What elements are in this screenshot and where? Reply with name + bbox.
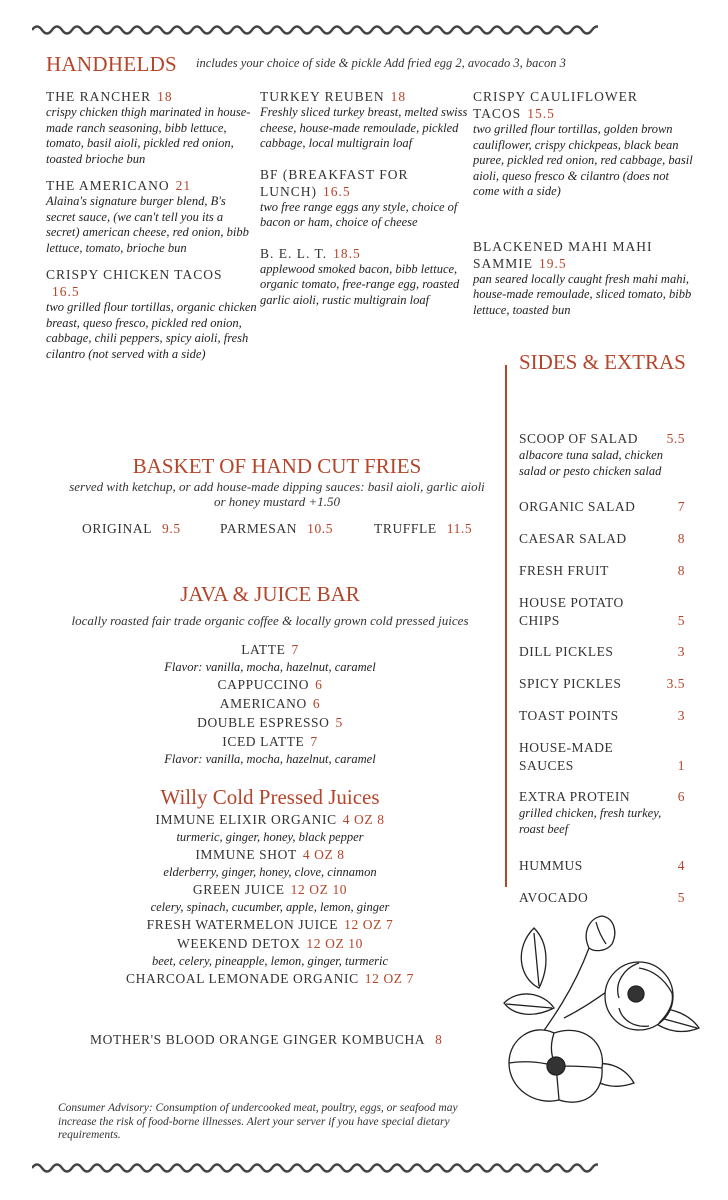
menu-item xyxy=(46,177,258,256)
side-price: 5 xyxy=(677,890,685,905)
side-name: SPICY PICKLES xyxy=(519,676,622,691)
side-description: grilled chicken, fresh turkey, roast beef xyxy=(519,806,662,836)
java-item xyxy=(56,675,484,694)
side-name: HOUSE-MADE SAUCES xyxy=(519,740,614,773)
juice-item xyxy=(56,969,484,988)
item-name: BLACKENED MAHI MAHI SAMMIE xyxy=(473,238,653,271)
java-item-flavor: Flavor: vanilla, mocha, hazelnut, caramel xyxy=(164,752,376,766)
java-item xyxy=(56,694,484,713)
juice-item-name: FRESH WATERMELON JUICE xyxy=(146,917,339,932)
side-price: 5.5 xyxy=(666,431,685,446)
side-price: 8 xyxy=(677,563,685,578)
java-item xyxy=(56,732,484,751)
item-price: 21 xyxy=(175,178,192,193)
java-list xyxy=(56,640,484,767)
menu-item xyxy=(473,238,693,319)
juice-item-price: 12 OZ 10 xyxy=(290,882,348,897)
sides-title: SIDES & EXTRAS xyxy=(519,350,686,374)
fries-option-price: 10.5 xyxy=(307,521,334,536)
fries-option-price: 9.5 xyxy=(162,521,181,536)
juice-item-description: beet, celery, pineapple, lemon, ginger, turmeric xyxy=(151,954,389,968)
item-price: 18 xyxy=(157,89,173,104)
juice-item xyxy=(56,934,484,953)
java-item-name: CAPPUCCINO xyxy=(217,677,310,692)
juice-item-name: WEEKEND DETOX xyxy=(177,936,301,951)
java-item-name: LATTE xyxy=(241,642,286,657)
item-name: CRISPY CHICKEN TACOS xyxy=(46,267,223,282)
fries-option xyxy=(82,519,181,538)
bottom-wave-border-icon xyxy=(32,1160,598,1176)
side-item xyxy=(519,498,685,516)
java-item-name: AMERICANO xyxy=(219,696,307,711)
item-name: B. E. L. T. xyxy=(260,245,328,261)
side-name: EXTRA PROTEIN xyxy=(519,789,631,804)
item-name: BF (BREAKFAST FOR LUNCH) xyxy=(260,166,409,199)
item-description: two grilled flour tortillas, golden brown cauliflower, crispy chickpeas, black bean puree, pickled red onion, red cabbage, basil aioli, queso fresco & cilantro (does not come with a side) xyxy=(473,122,693,198)
side-description: albacore tuna salad, chicken salad or pesto chicken salad xyxy=(519,448,663,478)
menu-item xyxy=(473,88,693,200)
side-item xyxy=(519,562,685,580)
item-name: THE RANCHER xyxy=(46,89,152,104)
juice-item-description: elderberry, ginger, honey, clove, cinnamon xyxy=(163,865,377,879)
side-price: 8 xyxy=(677,531,685,546)
item-description: Freshly sliced turkey breast, melted swiss cheese, house-made remoulade, pickled cabbage, local multigrain loaf xyxy=(260,105,468,150)
item-price: 15.5 xyxy=(527,106,555,121)
juices-list xyxy=(56,810,484,988)
item-description: pan seared locally caught fresh mahi mahi, house-made remoulade, sliced tomato, bibb lettuce, toasted bun xyxy=(473,271,692,317)
menu-item xyxy=(46,266,258,362)
fries-option xyxy=(374,519,472,538)
side-item xyxy=(519,889,685,907)
item-price: 18.5 xyxy=(333,245,361,261)
side-item xyxy=(519,857,685,875)
side-item xyxy=(519,643,685,661)
item-description: two grilled flour tortillas, organic chicken breast, queso fresco, pickled red onion, cabbage, chili peppers, spicy aioli, fresh cilantro (not served with a side) xyxy=(46,300,257,361)
fries-option-name: TRUFFLE xyxy=(374,521,437,536)
handhelds-column-2 xyxy=(260,88,470,318)
side-name: DILL PICKLES xyxy=(519,644,614,659)
kombucha-price: 8 xyxy=(435,1032,443,1047)
fries-option xyxy=(220,519,333,538)
side-price: 4 xyxy=(677,858,685,873)
java-item-name: ICED LATTE xyxy=(222,734,305,749)
java-item-name: DOUBLE ESPRESSO xyxy=(197,715,330,730)
handhelds-column-3 xyxy=(473,88,693,328)
item-name: TURKEY REUBEN xyxy=(260,89,385,104)
side-name: FRESH FRUIT xyxy=(519,563,609,578)
juice-item xyxy=(56,915,484,934)
side-name: TOAST POINTS xyxy=(519,708,619,723)
kombucha-name: MOTHER'S BLOOD ORANGE GINGER KOMBUCHA xyxy=(90,1032,426,1047)
side-item xyxy=(519,739,685,775)
side-name: ORGANIC SALAD xyxy=(519,499,636,514)
juice-item-price: 12 OZ 7 xyxy=(364,971,414,986)
handhelds-title: HANDHELDS xyxy=(46,52,178,76)
juice-item-name: IMMUNE ELIXIR ORGANIC xyxy=(155,812,337,827)
item-description: Alaina's signature burger blend, B's secret sauce, (we can't tell you its a secret) american cheese, red onion, bibb lettuce, tomato, brioche bun xyxy=(46,194,249,255)
side-price: 1 xyxy=(677,758,685,773)
java-item-price: 7 xyxy=(310,734,318,749)
item-price: 18 xyxy=(390,89,407,104)
handhelds-note: includes your choice of side & pickle Add fried egg 2, avocado 3, bacon 3 xyxy=(196,56,566,70)
side-name: HUMMUS xyxy=(519,858,583,873)
flower-illustration-icon xyxy=(494,908,716,1123)
fries-option-price: 11.5 xyxy=(446,521,473,536)
juice-item-name: CHARCOAL LEMONADE ORGANIC xyxy=(126,971,359,986)
item-price: 16.5 xyxy=(52,284,80,299)
item-description: crispy chicken thigh marinated in house-made ranch seasoning, bibb lettuce, tomato, basil aioli, pickled red onion, toasted brioche bun xyxy=(46,105,251,166)
juice-item xyxy=(56,810,484,829)
java-item xyxy=(56,713,484,732)
handhelds-column-1 xyxy=(46,88,258,372)
menu-item xyxy=(46,88,258,167)
side-price: 7 xyxy=(677,499,685,514)
fries-section xyxy=(60,454,494,509)
juice-item-name: IMMUNE SHOT xyxy=(195,847,297,862)
java-section xyxy=(56,582,484,988)
item-price: 16.5 xyxy=(323,183,351,199)
consumer-advisory: Consumer Advisory: Consumption of undercooked meat, poultry, eggs, or seafood may increase the risk of food-borne illnesses. Alert your server if you have special dietary requirements. xyxy=(58,1102,458,1141)
fries-option-name: ORIGINAL xyxy=(82,521,153,536)
java-item-price: 6 xyxy=(315,677,323,692)
side-item xyxy=(519,707,685,725)
java-subtitle: locally roasted fair trade organic coffee & locally grown cold pressed juices xyxy=(71,613,469,628)
item-price: 19.5 xyxy=(539,255,567,271)
side-item xyxy=(519,530,685,548)
juice-item-description: turmeric, ginger, honey, black pepper xyxy=(176,830,364,844)
side-price: 3.5 xyxy=(666,676,685,691)
menu-item xyxy=(260,166,470,231)
java-item-flavor: Flavor: vanilla, mocha, hazelnut, caramel xyxy=(164,660,376,674)
side-price: 3 xyxy=(677,644,685,659)
side-item xyxy=(519,430,685,479)
side-item xyxy=(519,594,685,630)
juice-item-price: 4 OZ 8 xyxy=(342,812,385,827)
menu-item xyxy=(260,245,470,309)
side-price: 5 xyxy=(677,613,685,628)
juices-title: Willy Cold Pressed Juices xyxy=(160,785,380,809)
juice-item-price: 12 OZ 10 xyxy=(306,936,363,951)
juice-item-price: 4 OZ 8 xyxy=(302,847,345,862)
side-item xyxy=(519,788,685,837)
fries-option-name: PARMESAN xyxy=(220,521,298,536)
item-description: applewood smoked bacon, bibb lettuce, organic tomato, free-range egg, roasted garlic aioli, rustic multigrain loaf xyxy=(260,261,460,307)
top-wave-border-icon xyxy=(32,22,598,38)
sides-divider-line xyxy=(505,365,507,887)
side-name: SCOOP OF SALAD xyxy=(519,431,639,446)
side-price: 3 xyxy=(677,708,685,723)
item-description: two free range eggs any style, choice of bacon or ham, choice of cheese xyxy=(260,199,458,229)
side-price: 6 xyxy=(677,789,685,804)
juice-item-price: 12 OZ 7 xyxy=(344,917,394,932)
side-name: CAESAR SALAD xyxy=(519,531,627,546)
fries-title: BASKET OF HAND CUT FRIES xyxy=(132,454,422,478)
juice-item-name: GREEN JUICE xyxy=(192,882,285,897)
juice-item xyxy=(56,880,484,899)
java-item-price: 6 xyxy=(312,696,321,711)
kombucha-item xyxy=(90,1030,443,1049)
side-item xyxy=(519,675,685,693)
side-name: AVOCADO xyxy=(519,890,589,905)
juice-item-description: celery, spinach, cucumber, apple, lemon, ginger xyxy=(150,900,390,914)
java-title: JAVA & JUICE BAR xyxy=(180,582,360,606)
side-name: HOUSE POTATO CHIPS xyxy=(519,595,624,628)
fries-subtitle: served with ketchup, or add house-made dipping sauces: basil aioli, garlic aioli or honey mustard +1.50 xyxy=(69,479,485,509)
java-item-price: 7 xyxy=(291,642,299,657)
java-item xyxy=(56,640,484,659)
item-name: CRISPY CAULIFLOWER TACOS xyxy=(473,89,638,121)
item-name: THE AMERICANO xyxy=(46,178,170,193)
java-item-price: 5 xyxy=(335,715,343,730)
juice-item xyxy=(56,845,484,864)
menu-item xyxy=(260,88,470,152)
